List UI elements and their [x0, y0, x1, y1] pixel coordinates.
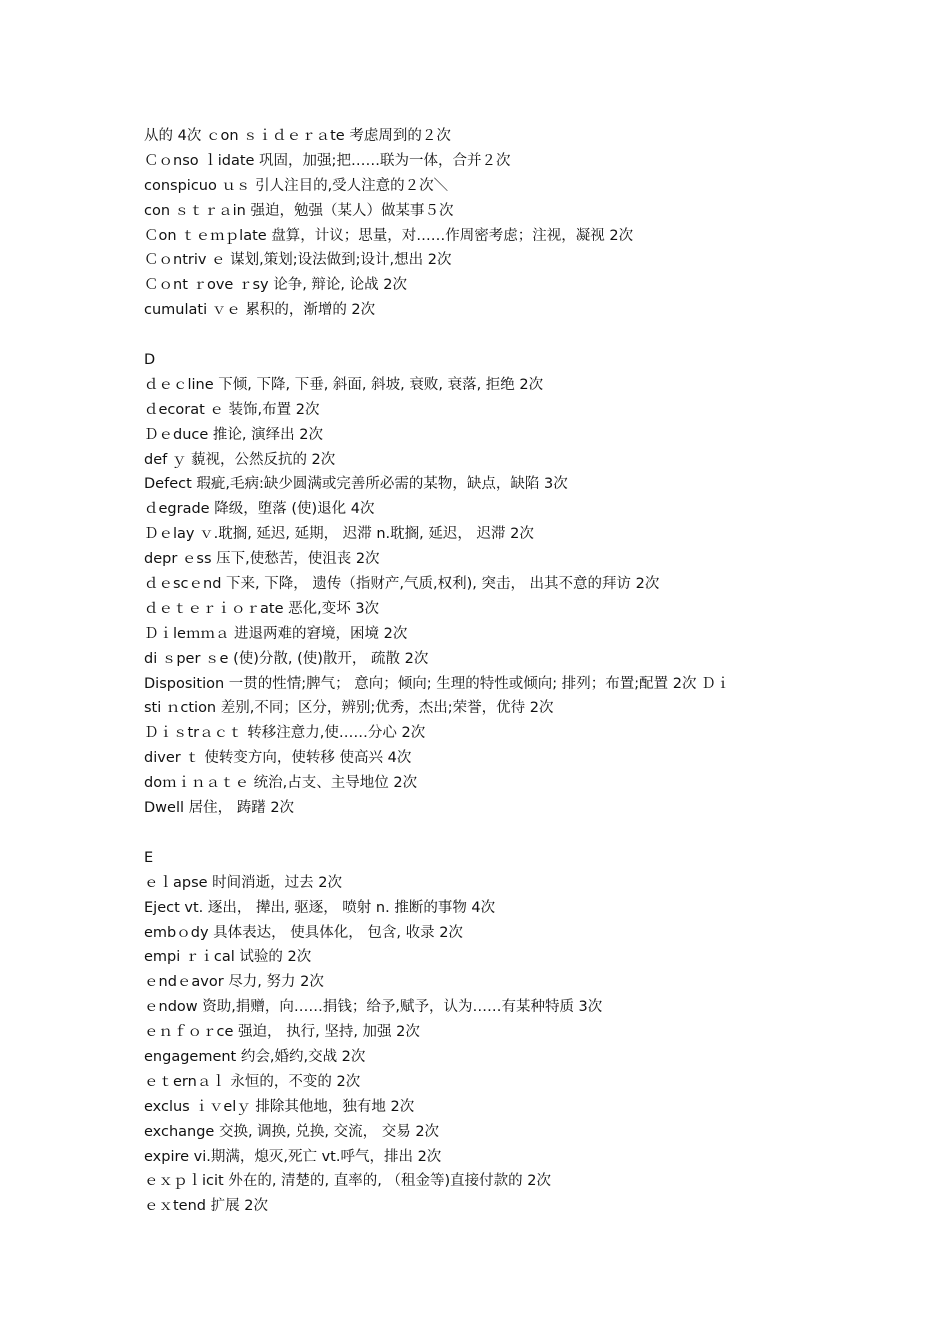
entry-line: ｄecorat ｅ 装饰,布置 2次: [144, 401, 320, 418]
entry-line: ｄegrade 降级，堕落 (使)退化 4次: [144, 501, 375, 518]
entry-line: Ｃｏnso ｌidate 巩固，加强;把……联为一体，合并２次: [144, 152, 511, 169]
entry-line: embｏdy 具体表达， 使具体化， 包含, 收录 2次: [144, 924, 463, 941]
entry-line: depr ｅss 压下,使愁苦，使沮丧 2次: [144, 551, 380, 568]
entry-line: Ｄｅlay ｖ.耽搁, 延迟, 延期， 迟滞 n.耽搁, 延迟， 迟滞 2次: [144, 526, 534, 543]
entry-line: ｄｅｔｅｒｉｏｒate 恶化,变坏 3次: [144, 600, 380, 617]
entry-line: Ｄｉｓtrａｃｔ 转移注意力,使……分心 2次: [144, 725, 426, 742]
entry-line: def ｙ 藐视，公然反抗的 2次: [144, 451, 336, 468]
entry-line: sti ｎction 差别,不同；区分，辨别;优秀，杰出;荣誉，优待 2次: [144, 700, 554, 717]
entry-line: Ｄｅduce 推论, 演绎出 2次: [144, 426, 323, 443]
entry-line: cumulati ｖｅ 累积的，渐增的 2次: [144, 302, 376, 319]
entry-line: ｄｅscｅnd 下来, 下降， 遗传（指财产,气质,权利), 突击， 出其不意的拜访 2次: [144, 576, 660, 593]
entry-line: doｍｉｎａｔｅ 统治,占支、主导地位 2次: [144, 775, 418, 792]
entry-line: con ｓｔｒａin 强迫，勉强（某人）做某事５次: [144, 202, 454, 219]
entry-line: ｅｎｆｏｒce 强迫， 执行, 坚持, 加强 2次: [144, 1024, 420, 1041]
entry-line: diver ｔ 使转变方向，使转移 使高兴 4次: [144, 750, 412, 767]
section-heading: D: [144, 352, 156, 369]
entry-line: ｅｘｐｌicit 外在的, 清楚的, 直率的, （租金等)直接付款的 2次: [144, 1173, 551, 1190]
entry-line: exclus ｉｖelｙ 排除其他地，独有地 2次: [144, 1098, 415, 1115]
entry-line: ｅｌapse 时间消逝，过去 2次: [144, 874, 343, 891]
entry-line: Ｃon ｔｅｍｐlate 盘算，计议；思量，对……作周密考虑；注视，凝视 2次: [144, 227, 634, 244]
entry-line: ｅｔernａｌ 永恒的，不变的 2次: [144, 1073, 361, 1090]
entry-line: conspicuo ｕｓ 引人注目的,受人注意的２次＼: [144, 177, 449, 194]
entry-line: Ｃｏntriv ｅ 谋划,策划;设法做到;设计,想出 2次: [144, 252, 452, 269]
entry-line: ｅndow 资助,捐赠，向……捐钱；给予,赋予，认为……有某种特质 3次: [144, 999, 603, 1016]
entry-line: ｅndｅavor 尽力, 努力 2次: [144, 974, 324, 991]
entry-line: Ｃｏnt ｒove ｒsy 论争, 辩论, 论战 2次: [144, 277, 407, 294]
entry-line: di ｓper ｓe (使)分散, (使)散开， 疏散 2次: [144, 650, 429, 667]
entry-line: exchange 交换, 调换, 兑换, 交流， 交易 2次: [144, 1123, 440, 1140]
spacer: [144, 323, 824, 348]
entry-line: empi ｒｉcal 试验的 2次: [144, 949, 312, 966]
entry-line: Eject vt. 逐出， 撵出, 驱逐， 喷射 n. 推断的事物 4次: [144, 899, 496, 916]
spacer: [144, 821, 824, 846]
entry-line: Disposition 一贯的性情;脾气； 意向；倾向; 生理的特性或倾向; 排列；布置;配置 2次 Ｄｉ: [144, 675, 731, 692]
section-heading: E: [144, 849, 154, 866]
entry-line: expire vi.期满，熄灭,死亡 vt.呼气，排出 2次: [144, 1148, 442, 1165]
entry-line: 从的 4次 ｃon ｓｉｄｅｒａte 考虑周到的２次: [144, 128, 451, 144]
entry-line: engagement 约会,婚约,交战 2次: [144, 1048, 366, 1065]
entry-line: Dwell 居住， 踌躇 2次: [144, 800, 295, 817]
entry-line: ｄｅｃline 下倾, 下降, 下垂, 斜面, 斜坡, 衰败, 衰落, 拒绝 2次: [144, 376, 544, 393]
entry-line: ｅｘtend 扩展 2次: [144, 1198, 268, 1215]
entry-line: Defect 瑕疵,毛病:缺少圆满或完善所必需的某物，缺点，缺陷 3次: [144, 476, 568, 493]
document-body: [144, 124, 824, 1219]
entry-line: Ｄｉleｍｍａ 进退两难的窘境，困境 2次: [144, 625, 408, 642]
